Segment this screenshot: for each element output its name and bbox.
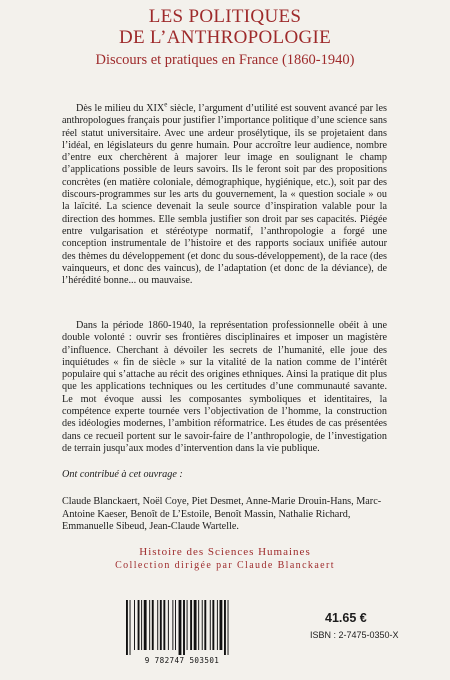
barcode-number: 9 782747 503501 <box>144 656 220 665</box>
series-title: Histoire des Sciences Humaines <box>139 546 311 558</box>
price: 41.65 € <box>325 611 367 625</box>
subtitle: Discours et pratiques en France (1860-1940) <box>95 52 355 68</box>
body-paragraph-1 <box>62 100 387 287</box>
isbn: ISBN : 2-7475-0350-X <box>310 630 399 640</box>
series-editor: Collection dirigée par Claude Blanckaert <box>115 560 335 571</box>
para1-rest: siècle, l’argument d’utilité est souvent avancé par les anthropologues français pour justifier l’importance politique d’une science sans réel statut universitaire. Avec une ardeur prosélytique, ils se projetaient dans l’idéal, en législateurs du genre humain. Pour accroître leur audience, nombre d’entre eux cherchèrent à majorer leur image en soulignant le champ d’applications possible de leurs savoirs. Ils le feront soit par des propositions concrètes (en matière coloniale, démographique, hygiénique, etc.), soit par des discours-programmes sur les arts du gouvernement, la « question sociale » ou la laïcité. La science devenait la seule source d’inspiration valable pour la direction des hommes. Elle sembla justifier son droit par ses capacités. Piégée entre vulgarisation et stéréotype normatif, l’anthropologie a forgé une conception instrumentale de l’histoire et des rapports sociaux unifiée autour des thèmes du développement (et donc du sous-développement), de la race (des vainqueurs, et donc des vaincus), de l’adaptation (et donc de la déviance), de l’hérédité bonne... ou mauvaise. <box>62 103 387 287</box>
barcode-bars <box>122 600 242 655</box>
series-block <box>0 546 450 571</box>
title-line-1: LES POLITIQUES <box>148 6 302 27</box>
contributors-list: Claude Blanckaert, Noël Coye, Piet Desmet, Anne-Marie Drouin-Hans, Marc-Antoine Kaeser, Benoît de L’Estoile, Benoît Massin, Nathalie Richard, Emmanuelle Sibeud, Jean-Claude Wartelle. <box>62 496 382 532</box>
body-paragraph-2: Dans la période 1860-1940, la représentation professionnelle obéit à une double volonté : ouvrir ses frontières disciplinaires et imposer un magistère d’influence. Cherchant à dévoiler les secrets de l’humanité, elle joue des inquiétudes « fin de siècle » sur la vitalité de la nation comme de l’intérêt populaire qui s’attache au récit des origines ethniques. Ainsi la pratique dit plus que les applications techniques ou les certitudes d’une communauté savante. Le mot évoque aussi les composantes symboliques et identitaires, la compétence experte tournée vers l’objectivation de l’homme, la construction des idéologies modernes, l’ambition réformatrice. Les études de cas présentées dans ce recueil portent sur le savoir-faire de l’anthropologie, de l’investigation de terrain jusqu’aux modes d’intervention dans la vie publique. <box>62 320 387 454</box>
barcode <box>122 600 242 668</box>
century-superscript: e <box>164 100 168 109</box>
title-line-2: DE L’ANTHROPOLOGIE <box>118 27 332 48</box>
title-block <box>0 6 450 69</box>
para1-start: Dès le milieu du XIX <box>76 103 165 114</box>
contributors-heading: Ont contribué à cet ouvrage : <box>62 469 183 480</box>
